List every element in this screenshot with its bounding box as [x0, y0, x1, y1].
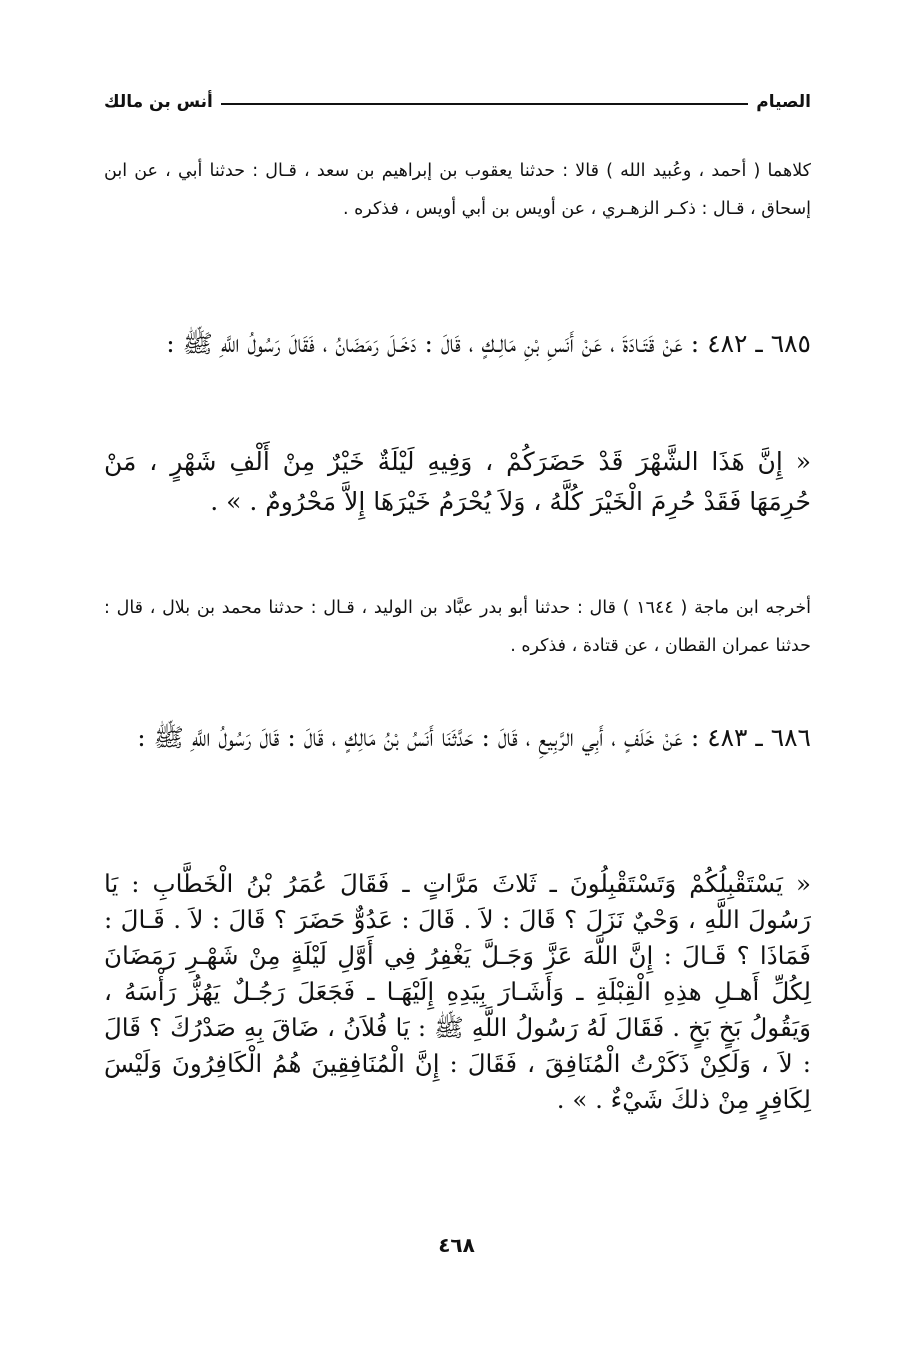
chain-note-1-text: كلاهما ( أحمد ، وعُبيد الله ) قالا : حدثنا يعقوب بن إبراهيم بن سعد ، قـال : حدثنا أبي ، عن ابن إسحاق ، قـال : ذكـر الزهـري ، عن أويس بن أبي أويس ، فذكره .: [104, 161, 811, 219]
hadith-686-matn-text: « يَسْتَقْبِلُكُمْ وَتَسْتَقْبِلُونَ ـ ثَلاثَ مَرَّاتٍ ـ فَقَالَ عُمَرُ بْنُ الْخَطَّابِ : يَا رَسُولَ اللَّهِ ، وَحْيٌ نَزَلَ ؟ قَالَ : لاَ . قَالَ : عَدُوٌّ حَضَرَ ؟ قَالَ : لاَ . قَـالَ : فَمَاذَا ؟ قَـالَ : إِنَّ اللَّهَ عَزَّ وَجَـلَّ يَغْفِرُ فِي أَوَّلِ لَيْلَةٍ مِنْ شَهْـرِ رَمَضَانَ لِكُلِّ أَهـلِ هذِهِ الْقِبْلَةِ ـ وَأَشَـارَ بِيَدِهِ إِلَيْهَـا ـ فَجَعَلَ رَجُـلٌ يَهُزُّ رَأْسَهُ ، وَيَقُولُ بَخٍ بَخٍ . فَقَالَ لَهُ رَسُولُ اللَّهِ ﷺ : يَا فُلاَنُ ، ضَاقَ بِهِ صَدْرُكَ ؟ قَالَ : لاَ ، وَلَكِنْ ذَكَرْتُ الْمُنَافِقَ ، فَقَالَ : إِنَّ الْمُنَافِقِينَ هُمُ الْكَافِرُونَ وَلَيْسَ لِكَافِرٍ مِنْ ذلكَ شَيْءٌ . » .: [104, 869, 811, 1114]
hadith-685-matn: [104, 442, 811, 522]
header-rule: [221, 103, 748, 105]
takhrij-note: [104, 589, 811, 665]
header-chapter-title: الصيام: [756, 92, 811, 112]
hadith-686-isnad: [104, 718, 811, 758]
hadith-686-isnad-text: ٦٨٦ ـ ٤٨٣ : عَنْ خَلَفٍ ، أَبِي الرَّبِيعِ ، قَالَ : حَدَّثَنَا أَنَسُ بْنُ مَالِكٍ ، قَالَ : قَالَ رَسُولُ اللَّهِ ﷺ :: [137, 723, 811, 752]
hadith-685-matn-text: « إِنَّ هَذَا الشَّهْرَ قَدْ حَضَرَكُمْ ، وَفِيهِ لَيْلَةٌ خَيْرٌ مِنْ أَلْفِ شَهْرٍ ، مَنْ حُرِمَهَا فَقَدْ حُرِمَ الْخَيْرَ كُلَّهُ ، وَلاَ يُحْرَمُ خَيْرَهَا إِلاَّ مَحْرُومٌ . » .: [104, 447, 811, 516]
page-number: ٤٦٨: [438, 1233, 475, 1257]
hadith-686-matn: [104, 866, 811, 1118]
hadith-685-isnad: [104, 324, 811, 364]
chain-note-1: [104, 152, 811, 228]
running-header: [104, 84, 811, 120]
header-section-title: أنس بن مالك: [104, 92, 213, 112]
hadith-685-isnad-text: ٦٨٥ ـ ٤٨٢ : عَنْ قَتَـادَةَ ، عَنْ أَنَسِ بْنِ مَالِـكٍ ، قَالَ : دَخَـلَ رَمَضَانُ ، فَقَالَ رَسُولُ اللَّهِ ﷺ :: [166, 329, 811, 358]
takhrij-note-text: أخرجه ابن ماجة ( ١٦٤٤ ) قال : حدثنا أبو بدر عبَّاد بن الوليد ، قـال : حدثنا محمد بن بلال ، قال : حدثنا عمران القطان ، عن قتادة ، فذكره .: [104, 598, 811, 656]
